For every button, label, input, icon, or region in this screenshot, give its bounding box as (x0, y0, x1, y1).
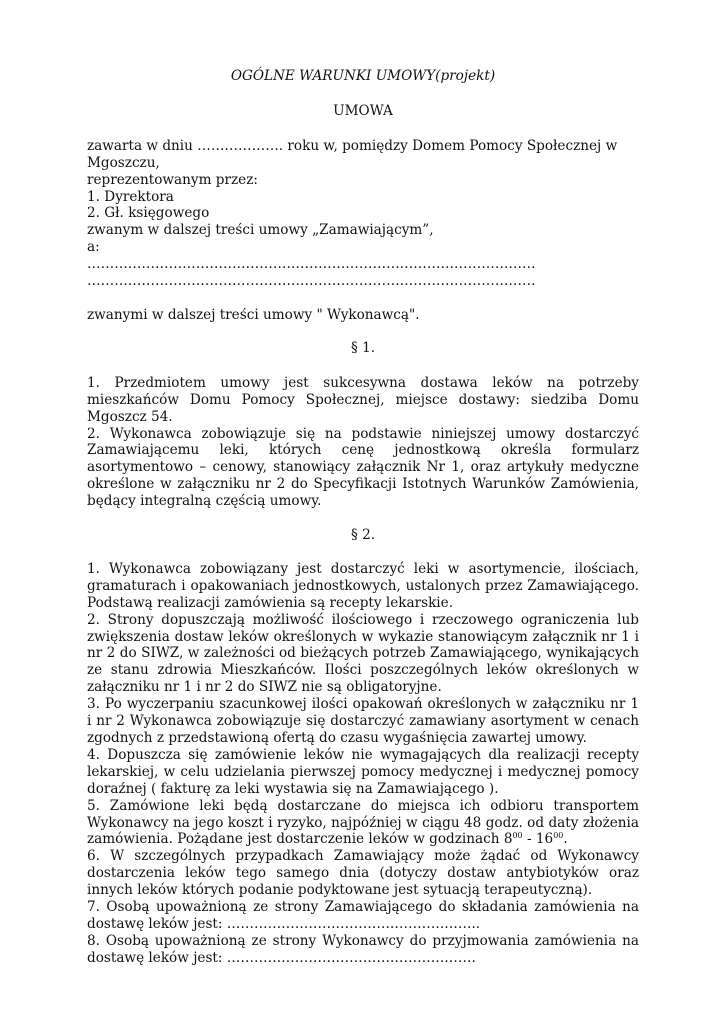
document-title: OGÓLNE WARUNKI UMOWY(projekt) (230, 68, 496, 84)
delivery-end: . (563, 831, 568, 848)
document-body (87, 68, 639, 967)
section-2-paragraph (87, 798, 639, 849)
section-2-paragraph: 4. Dopuszcza się zamówienie leków nie wymagających dla realizacji recepty lekarskiej, w celu udzielania pierwszej pomocy medycznej i medycznej pomocy doraźnej ( fakturę za leki wystawia się na Zamawiającego ). (87, 746, 639, 797)
intro-line: 1. Dyrektora (87, 188, 174, 205)
contractor-placeholder: ……………………………………………………………………………………… (87, 273, 536, 290)
section-2-paragraph: 6. W szczególnych przypadkach Zamawiający może żądać od Wykonawcy dostarczenia leków tego samego dnia (dotyczy dostaw antybiotyków oraz innych leków których podanie podyktowane jest sytuacją terapeutyczną). (87, 848, 639, 899)
delivery-hour-start: 8 (503, 831, 513, 848)
delivery-hour-end: 16 (535, 831, 554, 848)
intro-line: reprezentowanym przez: (87, 171, 258, 188)
section-2-paragraph: 8. Osobą upoważnioną ze strony Wykonawcy do przyjmowania zamówienia na dostawę leków jest: ………………………………………………. (87, 932, 639, 966)
delivery-text: 5. Zamówione leki będą dostarczane do miejsca ich odbioru transportem Wykonawcy na jego koszt i ryzyko, najpóźniej w ciągu 48 godz. od daty złożenia zamówienia. Pożądane jest dostarczenie leków w godzinach (87, 797, 639, 848)
contractor-placeholder: ……………………………………………………………………………………… (87, 256, 536, 273)
delivery-separator: - (522, 831, 536, 848)
section-2-paragraph: 1. Wykonawca zobowiązany jest dostarczyć leki w asortymencie, ilościach, gramaturach i opakowaniach jednostkowych, ustalonych przez Zamawiającego. Podstawą realizacji zamówienia są recepty lekarskie. (87, 560, 639, 611)
document-subtitle: UMOWA (333, 102, 393, 119)
section-1-paragraph: 1. Przedmiotem umowy jest sukcesywna dostawa leków na potrzeby mieszkańców Domu Pomocy Społecznej, miejsce dostawy: siedziba Domu Mgoszcz 54. (87, 374, 639, 425)
delivery-minute-end: 00 (553, 831, 564, 841)
section-1-paragraph: 2. Wykonawca zobowiązuje się na podstawie niniejszej umowy dostarczyć Zamawiającemu leki, których cenę jednostkową określa formularz asortymentowo – cenowy, stanowiący załącznik Nr 1, oraz artykuły medyczne określone w załączniku nr 2 do Specyfikacji Istotnych Warunków Zamówienia, będący integralną częścią umowy. (87, 425, 639, 510)
intro-line: zawarta w dniu ………………. roku w, pomiędzy Domem Pomocy Społecznej w Mgoszczu, (87, 137, 618, 171)
section-2-paragraph: 3. Po wyczerpaniu szacunkowej ilości opakowań określonych w załączniku nr 1 i nr 2 Wykonawca zobowiązuje się dostarczyć zamawiany asortyment w cenach zgodnych z przedstawioną ofertą do czasu wygaśnięcia zawartej umowy. (87, 696, 639, 746)
intro-line: a: (87, 239, 100, 256)
section-2-paragraph: 2. Strony dopuszczają możliwość ilościowego i rzeczowego ograniczenia lub zwiększenia dostaw leków określonych w wykazie stanowiącym załącznik nr 1 i nr 2 do SIWZ, w zależności od bieżących potrzeb Zamawiającego, wynikających ze stanu zdrowia Mieszkańców. Ilości poszczególnych leków określonych w załączniku nr 1 i nr 2 do SIWZ nie są obligatoryjne. (87, 611, 639, 696)
section-1-heading: § 1. (350, 339, 376, 356)
section-2-heading: § 2. (350, 527, 376, 544)
intro-block (87, 138, 639, 290)
intro-line: zwanym w dalszej treści umowy „Zamawiającym”, (87, 222, 434, 239)
contractor-line: zwanymi w dalszej treści umowy " Wykonawcą". (87, 306, 420, 323)
intro-line: 2. Gł. księgowego (87, 205, 210, 222)
delivery-minute-start: 00 (512, 831, 523, 841)
section-2-paragraph: 7. Osobą upoważnioną ze strony Zamawiającego do składania zamówienia na dostawę leków jest: ……………………………………………….. (87, 899, 639, 932)
